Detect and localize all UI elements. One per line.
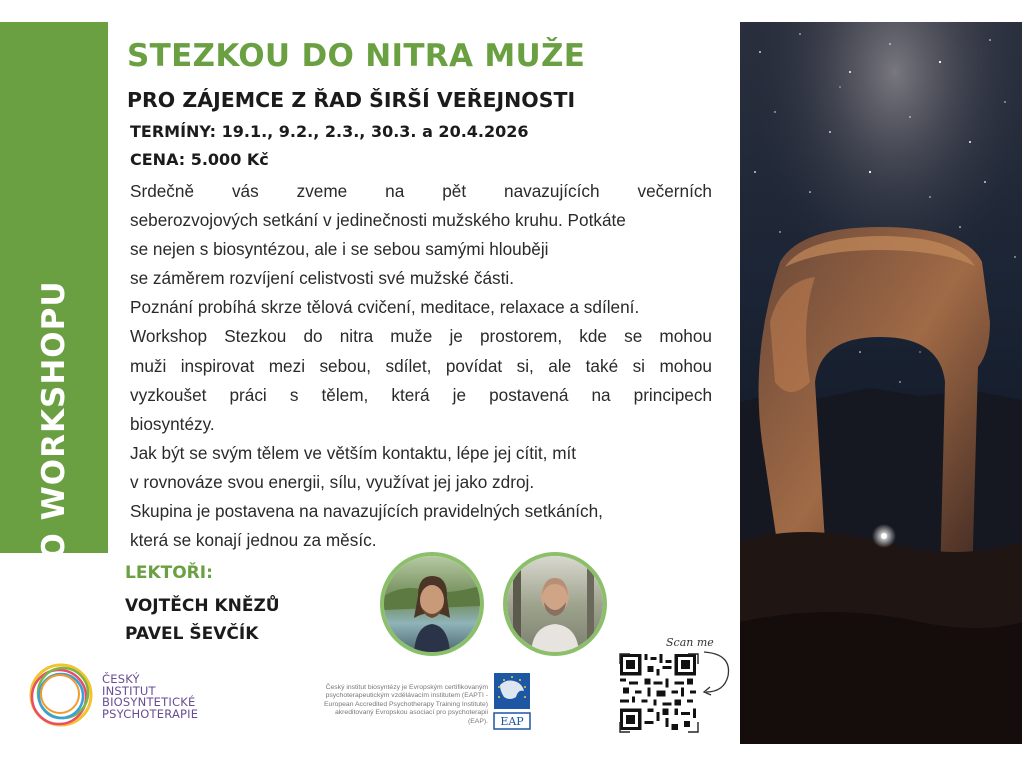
- lector-name: VOJTĚCH KNĚZŮ: [125, 596, 280, 616]
- description-line: seberozvojových setkání v jedinečnosti mužského kruhu. Potkáte: [130, 210, 626, 231]
- eap-note: Český institut biosyntézy je Evropským certifikovaným psychoterapeutickým vzdělávacím institutem (EAPTI - European Accredited Psychotherapy Training Institute) akreditovaný Evropskou asociací pro psychoterapii (EAP).: [324, 684, 488, 725]
- description-line: Workshop Stezkou do nitra muže je prostorem, kde se mohou: [130, 326, 712, 347]
- qr-frame: [618, 652, 700, 734]
- description-line: Jak být se svým tělem ve větším kontaktu, lépe jej cítit, mít: [130, 442, 577, 463]
- description-line: která se konají jednou za měsíc.: [130, 530, 377, 551]
- side-band: [0, 22, 108, 560]
- description-line: muži inspirovat mezi sebou, sdílet, povídat si, ale také si mohou: [130, 355, 712, 376]
- workshop-subtitle: PRO ZÁJEMCE Z ŘAD ŠIRŠÍ VEŘEJNOSTI: [127, 88, 576, 112]
- scan-me-label: Scan me: [666, 636, 714, 649]
- description-line: Poznání probíhá skrze tělová cvičení, meditace, relaxace a sdílení.: [130, 297, 640, 318]
- workshop-title: STEZKOU DO NITRA MUŽE: [127, 38, 586, 74]
- lectors-heading: LEKTOŘI:: [125, 563, 213, 583]
- description-line: se nejen s biosyntézou, ale i se sebou samými hlouběji: [130, 239, 549, 260]
- description-line: vyzkoušet práci s tělem, která je postavená na principech: [130, 384, 712, 405]
- qr-block[interactable]: [618, 636, 738, 740]
- workshop-dates: TERMÍNY: 19.1., 9.2., 2.3., 30.3. a 20.4.2026: [130, 122, 529, 141]
- eap-europe-logo: [490, 671, 534, 735]
- lector-name: PAVEL ŠEVČÍK: [125, 624, 259, 644]
- description-line: v rovnováze svou energii, sílu, využívat jej jako zdroj.: [130, 471, 535, 492]
- arch-night-photo: [740, 22, 1022, 744]
- description-line: Skupina je postavena na navazujících pravidelných setkáních,: [130, 501, 603, 522]
- description-line: Srdečně vás zveme na pět navazujících večerních: [130, 181, 712, 201]
- description: [130, 177, 712, 555]
- lector-portrait: [380, 552, 484, 656]
- workshop-price: CENA: 5.000 Kč: [130, 150, 269, 169]
- institute-logo: [24, 656, 204, 736]
- institute-name: ČESKÝ INSTITUT BIOSYNTETICKÉ PSYCHOTERAPIE: [102, 672, 199, 721]
- section-label: O WORKSHOPU: [36, 280, 72, 560]
- cibp-ring-logo: [24, 658, 98, 732]
- description-line: se záměrem rozvíjení celistvosti své mužské části.: [130, 268, 514, 289]
- svg-text:EAP: EAP: [500, 715, 524, 728]
- curved-arrow-icon: [698, 648, 734, 698]
- lector-portrait: [503, 552, 607, 656]
- description-line: biosyntézy.: [130, 413, 215, 434]
